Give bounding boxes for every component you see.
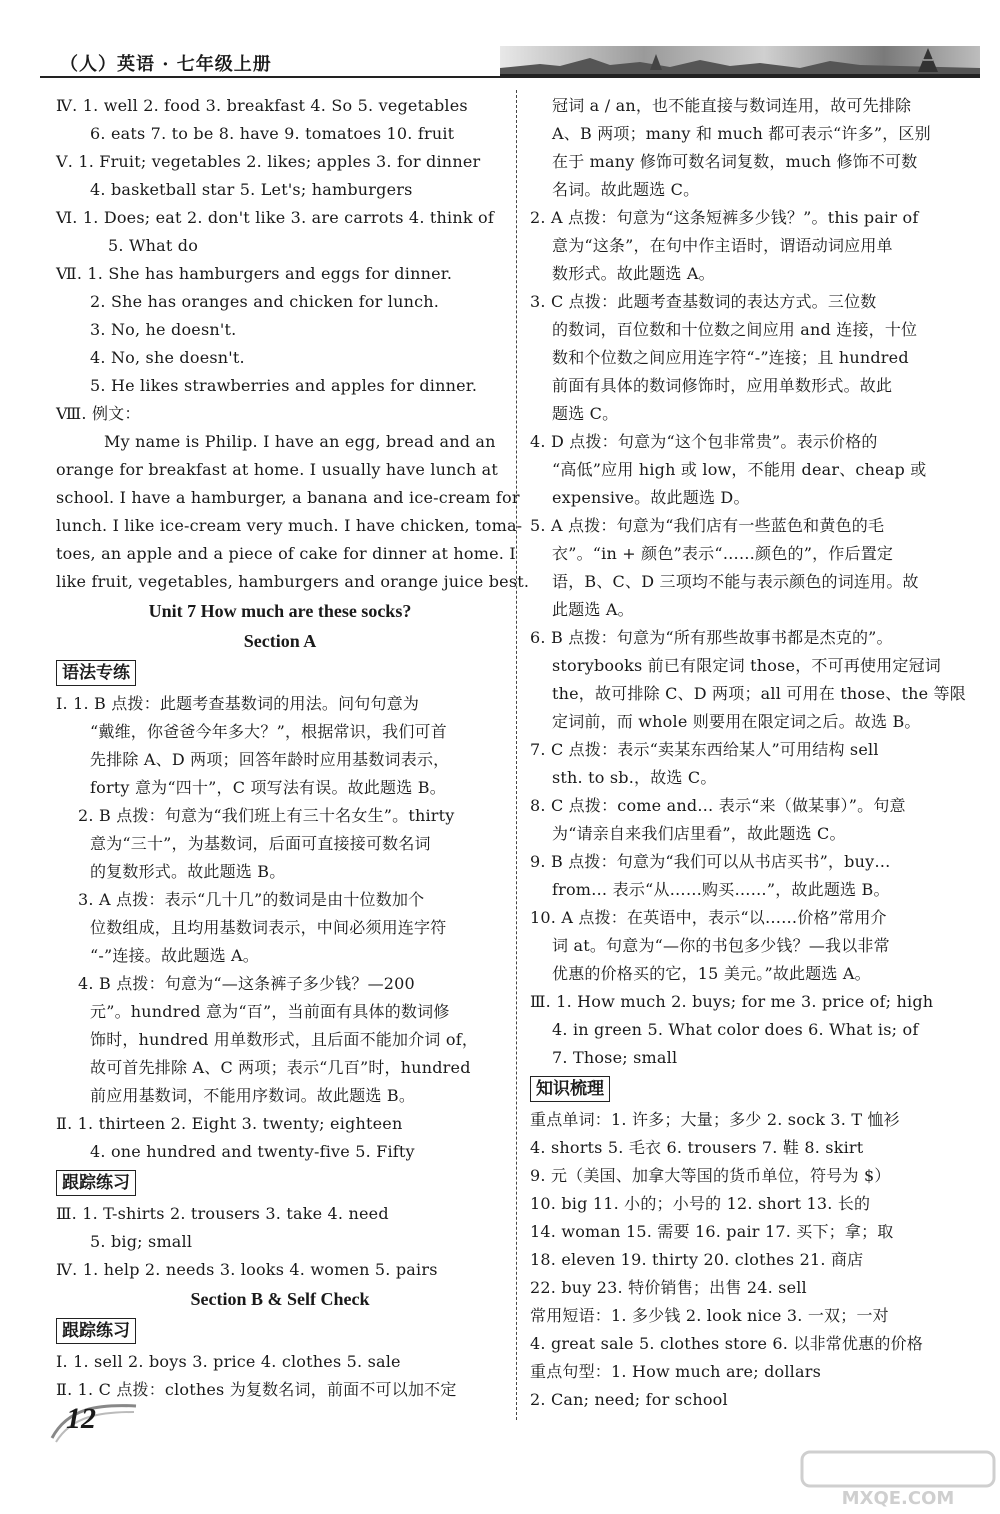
text-line: storybooks 前已有限定词 those，不可再使用定冠词 [552,656,941,675]
watermark-logo [800,1450,996,1510]
text-line: 4. shorts 5. 毛衣 6. trousers 7. 鞋 8. skirt [530,1138,864,1157]
text-line: 4. in green 5. What color does 6. What is; of [552,1020,919,1039]
text-line: 为“请亲自来我们店里看”，故此题选 C。 [552,824,846,843]
page-number: 12 [66,1402,96,1435]
text-line: 18. eleven 19. thirty 20. clothes 21. 商店 [530,1250,864,1269]
text-line: 此题选 A。 [552,600,634,619]
header-rule [40,76,980,78]
text-line: 优惠的价格买的它，15 美元。”故此题选 A。 [552,964,871,983]
section-label: 跟踪练习 [56,1318,136,1344]
section-heading: Section B & Self Check [190,1289,370,1309]
section-label: 知识梳理 [530,1076,610,1102]
text-line: 2. A 点拨：句意为“这条短裤多少钱？”。this pair of [530,208,919,227]
skyline-icon [500,46,980,74]
text-line: school. I have a hamburger, a banana and ice-cream for [56,488,520,507]
text-line: 的复数形式。故此题选 B。 [90,862,286,881]
text-line: sth. to sb.，故选 C。 [552,768,717,787]
text-line: 饰时，hundred 用单数形式，且后面不能加介词 of， [90,1030,479,1049]
text-line: 5. A 点拨：句意为“我们店有一些蓝色和黄色的毛 [530,516,885,535]
text-line: Ⅵ. 1. Does; eat 2. don't like 3. are carrots 4. think of [56,208,494,227]
text-line: 数和个位数之间应用连字符“-”连接；且 hundred [552,348,909,367]
header-decoration [500,46,980,76]
section-label: 语法专练 [56,660,136,686]
right-column [530,92,976,1414]
text-line: 重点单词：1. 许多；大量；多少 2. sock 3. T 恤衫 [530,1110,900,1129]
text-line: 冠词 a / an，也不能直接与数词连用，故可先排除 [552,96,912,115]
text-line: Ⅱ. 1. thirteen 2. Eight 3. twenty; eighteen [56,1114,403,1133]
text-line: 4. No, she doesn't. [90,348,245,367]
text-line: 先排除 A、D 两项；回答年龄时应用基数词表示， [90,750,450,769]
text-line: “-”连接。故此题选 A。 [90,946,260,965]
text-line: 4. D 点拨：句意为“这个包非常贵”。表示价格的 [530,432,878,451]
section-heading: Unit 7 How much are these socks? [148,601,412,621]
text-line: 3. No, he doesn't. [90,320,237,339]
text-line: 2. Can; need; for school [530,1390,728,1409]
text-line: 在于 many 修饰可数名词复数，much 修饰不可数 [552,152,918,171]
text-line: 5. big; small [90,1232,193,1251]
text-line: 常用短语：1. 多少钱 2. look nice 3. 一双；一对 [530,1306,889,1325]
text-line: 名词。故此题选 C。 [552,180,700,199]
text-line: 9. B 点拨：句意为“我们可以从书店买书”，buy… [530,852,891,871]
text-line: 22. buy 23. 特价销售；出售 24. sell [530,1278,807,1297]
text-line: toes, an apple and a piece of cake for dinner at home. I [56,544,516,563]
text-line: 3. C 点拨：此题考查基数词的表达方式。三位数 [530,292,877,311]
text-line: 4. basketball star 5. Let's; hamburgers [90,180,413,199]
section-label: 跟踪练习 [56,1170,136,1196]
text-line: 重点句型：1. How much are; dollars [530,1362,821,1381]
text-line: A、B 两项；many 和 much 都可表示“许多”，区别 [552,124,931,143]
section-label-row [56,1314,504,1348]
text-line: 7. Those; small [552,1048,678,1067]
text-line: forty 意为“四十”，C 项写法有误。故此题选 B。 [90,778,446,797]
text-line: Ⅲ. 1. T-shirts 2. trousers 3. take 4. need [56,1204,389,1223]
text-line: Ⅲ. 1. How much 2. buys; for me 3. price of; high [530,992,934,1011]
text-line: 题选 C。 [552,404,619,423]
text-line: 7. C 点拨：表示“卖某东西给某人”可用结构 sell [530,740,879,759]
text-line: 3. A 点拨：表示“几十几”的数词是由十位数加个 [78,890,425,909]
text-line: “戴维，你爸爸今年多大？”，根据常识，我们可首 [90,722,447,741]
text-line: from… 表示“从……购买……”，故此题选 B。 [552,880,890,899]
text-line: Ⅰ. 1. B 点拨：此题考查基数词的用法。问句句意为 [56,694,420,713]
text-line: “高低”应用 high 或 low，不能用 dear、cheap 或 [552,460,927,479]
text-line: 10. big 11. 小的；小号的 12. short 13. 长的 [530,1194,871,1213]
text-line: Ⅴ. 1. Fruit; vegetables 2. likes; apples 3. for dinner [56,152,481,171]
text-line: 意为“三十”，为基数词，后面可直接接可数名词 [90,834,431,853]
text-line: 元”。hundred 意为“百”，当前面有具体的数词修 [90,1002,450,1021]
text-line: 4. one hundred and twenty-five 5. Fifty [90,1142,415,1161]
text-line: Ⅶ. 1. She has hamburgers and eggs for dinner. [56,264,453,283]
column-divider [516,90,517,1420]
page-header [40,46,980,84]
text-line: 定词前，而 whole 则要用在限定词之后。故选 B。 [552,712,921,731]
text-line: 4. B 点拨：句意为“—这条裤子多少钱？—200 [78,974,415,993]
text-line: 语，B、C、D 三项均不能与表示颜色的词连用。故 [552,572,919,591]
text-line: 9. 元（美国、加拿大等国的货币单位，符号为 $） [530,1166,891,1185]
text-line: 2. B 点拨：句意为“我们班上有三十名女生”。thirty [78,806,455,825]
text-line: 6. B 点拨：句意为“所有那些故事书都是杰克的”。 [530,628,893,647]
text-line: 5. He likes strawberries and apples for dinner. [90,376,478,395]
text-line: lunch. I like ice-cream very much. I have chicken, toma- [56,516,523,535]
text-line: 衣”。“in + 颜色”表示“……颜色的”，作后置定 [552,544,894,563]
text-line: 前应用基数词，不能用序数词。故此题选 B。 [90,1086,416,1105]
text-line: Ⅰ. 1. sell 2. boys 3. price 4. clothes 5. sale [56,1352,401,1371]
section-label-row [56,1166,504,1200]
text-line: Ⅷ. 例文： [56,404,141,423]
watermark-text: MXQE.COM [841,1488,955,1509]
text-line: 8. C 点拨：come and… 表示“来（做某事）”。句意 [530,796,906,815]
text-line: 故可首先排除 A、C 两项；表示“几百”时，hundred [90,1058,471,1077]
text-line: 词 at。句意为“—你的书包多少钱？—我以非常 [552,936,890,955]
text-line: 5. What do [108,236,199,255]
text-line: 数形式。故此题选 A。 [552,264,715,283]
section-heading: Section A [243,631,317,651]
text-line: 2. She has oranges and chicken for lunch. [90,292,440,311]
book-title: （人）英语 · 七年级上册 [60,54,272,75]
text-line: 14. woman 15. 需要 16. pair 17. 买下；拿；取 [530,1222,894,1241]
text-line: orange for breakfast at home. I usually have lunch at [56,460,499,479]
text-line: 6. eats 7. to be 8. have 9. tomatoes 10. fruit [90,124,455,143]
text-line: 前面有具体的数词修饰时，应用单数形式。故此 [552,376,893,395]
section-label-row [530,1072,976,1106]
text-line: the，故可排除 C、D 两项；all 可用在 those、the 等限 [552,684,966,703]
text-line: like fruit, vegetables, hamburgers and orange juice best. [56,572,530,591]
text-line: 的数词，百位数和十位数之间应用 and 连接，十位 [552,320,918,339]
text-line: 位数组成，且均用基数词表示，中间必须用连字符 [90,918,447,937]
text-line: Ⅱ. 1. C 点拨：clothes 为复数名词，前面不可以加不定 [56,1380,457,1399]
text-line: Ⅳ. 1. help 2. needs 3. looks 4. women 5. pairs [56,1260,438,1279]
text-line: My name is Philip. I have an egg, bread and an [104,432,496,451]
text-line: 10. A 点拨：在英语中，表示“以……价格”常用介 [530,908,887,927]
text-line: Ⅳ. 1. well 2. food 3. breakfast 4. So 5. vegetables [56,96,468,115]
page-footer [48,1398,138,1444]
text-line: 4. great sale 5. clothes store 6. 以非常优惠的价格 [530,1334,923,1353]
text-line: 意为“这条”，在句中作主语时，谓语动词应用单 [552,236,893,255]
left-column [56,92,530,1404]
section-label-row [56,656,504,690]
text-line: expensive。故此题选 D。 [552,488,750,507]
